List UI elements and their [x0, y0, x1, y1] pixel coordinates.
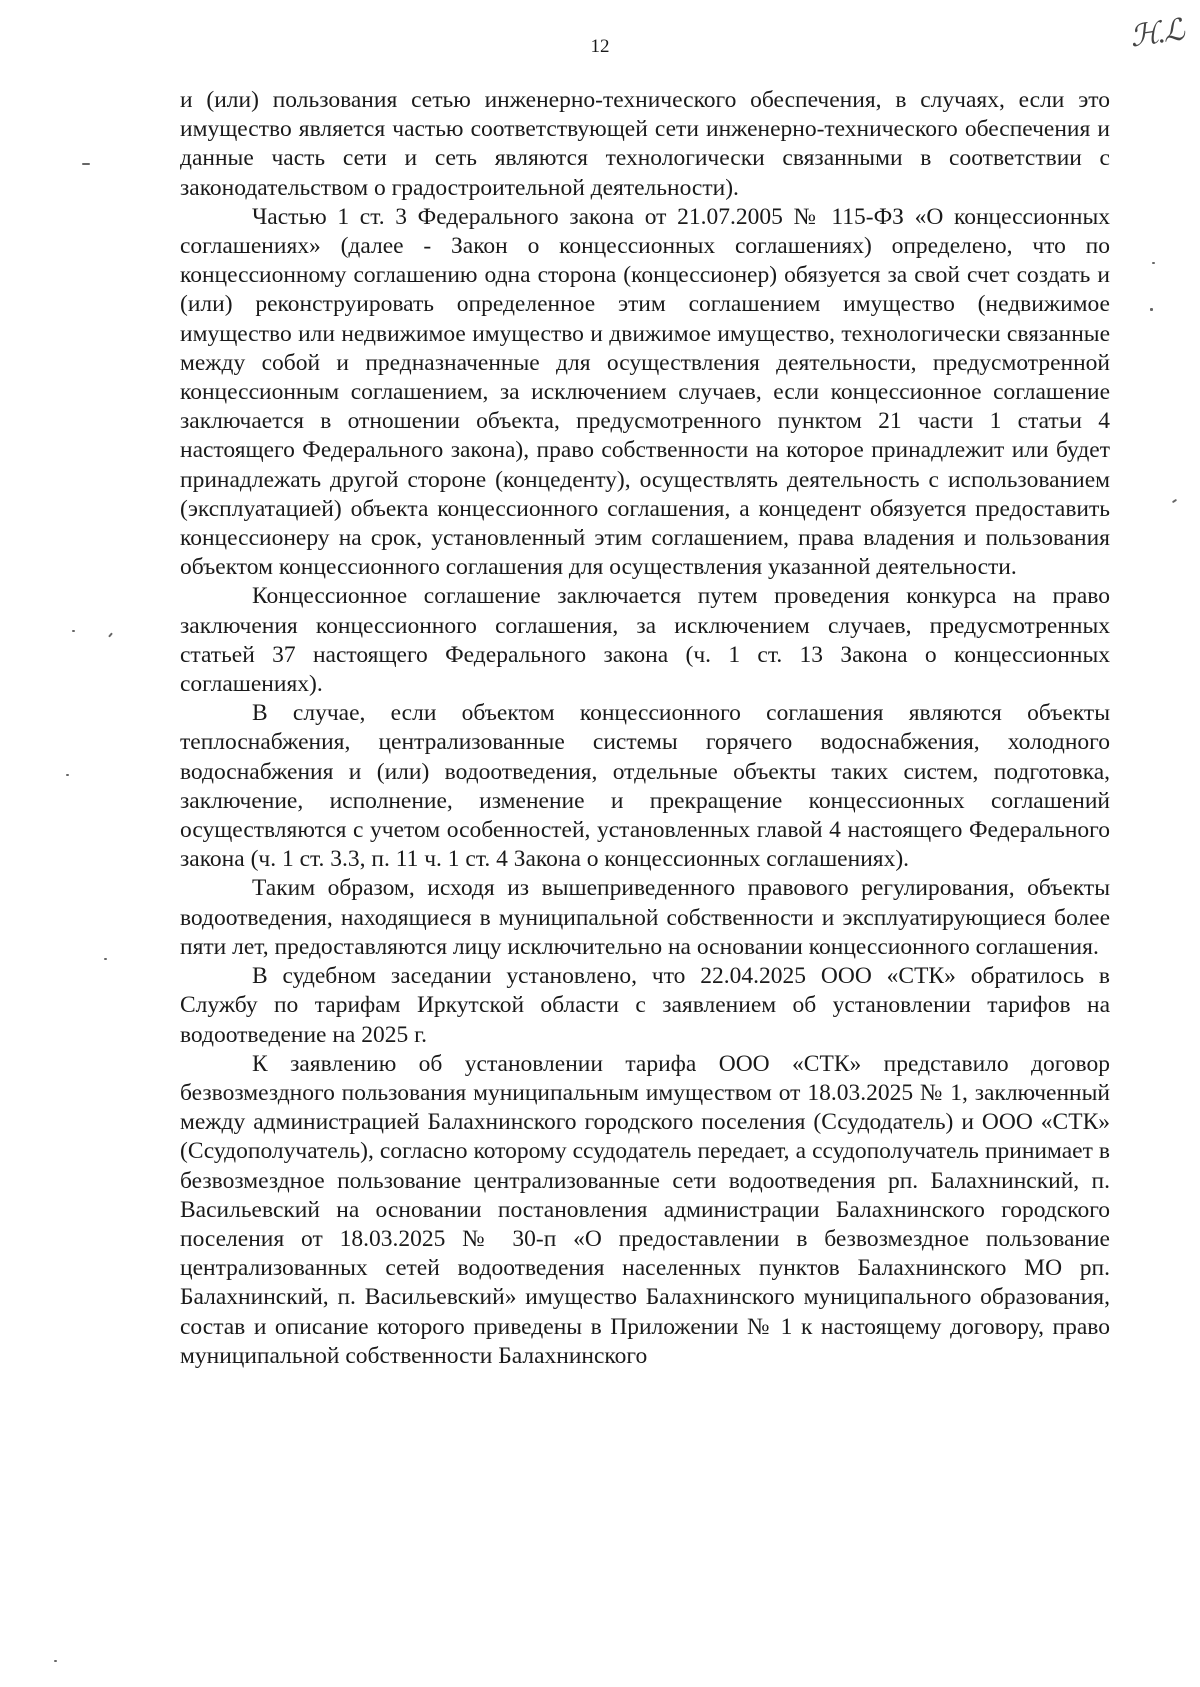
- handwritten-page-mark: ℋ.ℒ: [1127, 13, 1185, 54]
- scan-speck: [104, 958, 107, 960]
- page-number: 12: [590, 36, 610, 57]
- paragraph-special-objects: В случае, если объектом концессионного соглашения являются объекты теплоснабжения, централизованные системы горячего водоснабжения, холодного водоснабжения и (или) водоотведения, отдельные объекты таких систем, подготовка, заключение, исполнение, изменение и прекращение концессионных соглашений осуществляются с учетом особенностей, установленных главой 4 настоящего Федерального закона (ч. 1 ст. 3.3, п. 11 ч. 1 ст. 4 Закона о концессионных соглашениях).: [180, 700, 1110, 873]
- scan-speck: [72, 630, 75, 632]
- paragraph-tender-requirement: Концессионное соглашение заключается путем проведения конкурса на право заключения концессионного соглашения, за исключением случаев, предусмотренных статьей 37 настоящего Федерального закона (ч. 1 ст. 13 Закона о концессионных соглашениях).: [180, 583, 1110, 698]
- scan-speck: [1150, 308, 1153, 311]
- document-body: [180, 86, 1110, 1371]
- paragraph-concession-definition: Частью 1 ст. 3 Федерального закона от 21.07.2005 № 115-ФЗ «О концессионных соглашениях» (далее - Закон о концессионных соглашениях) определено, что по концессионному соглашению одна сторона (концессионер) обязуется за свой счет создать и (или) реконструировать определенное этим соглашением имущество (недвижимое имущество или недвижимое имущество и движимое имущество, технологически связанные между собой и предназначенные для осуществления деятельности, предусмотренной концессионным соглашением, за исключением случаев, если концессионное соглашение заключается в отношении объекта, предусмотренного пунктом 21 части 1 статьи 4 настоящего Федерального закона), право собственности на которое принадлежит или будет принадлежать другой стороне (концеденту), осуществлять деятельность с использованием (эксплуатацией) объекта концессионного соглашения, а концедент обязуется предоставить концессионеру на срок, установленный этим соглашением, права владения и пользования объектом концессионного соглашения для осуществления указанной деятельности.: [180, 203, 1110, 581]
- scan-speck: [1152, 262, 1155, 264]
- paragraph-continuation: и (или) пользования сетью инженерно-технического обеспечения, в случаях, если это имущество является частью соответствующей сети инженерно-технического обеспечения и данные часть сети и сеть являются технологически связанными в соответствии с законодательством о градостроительной деятельности).: [180, 87, 1110, 201]
- paragraph-conclusion: Таким образом, исходя из вышеприведенного правового регулирования, объекты водоотведения, находящиеся в муниципальной собственности и эксплуатирующиеся более пяти лет, предоставляются лицу исключительно на основании концессионного соглашения.: [180, 875, 1110, 960]
- scan-speck: [66, 774, 69, 776]
- scan-speck: [108, 632, 113, 637]
- paragraph-loan-agreement: К заявлению об установлении тарифа ООО «СТК» представило договор безвозмездного пользования муниципальным имуществом от 18.03.2025 № 1, заключенный между администрацией Балахнинского городского поселения (Ссудодатель) и ООО «СТК» (Ссудополучатель), согласно которому ссудодатель передает, а ссудополучатель принимает в безвозмездное пользование централизованные сети водоотведения рп. Балахнинский, п. Васильевский на основании постановления администрации Балахнинского городского поселения от 18.03.2025 № 30-п «О предоставлении в безвозмездное пользование централизованных сетей водоотведения населенных пунктов Балахнинского МО рп. Балахнинский, п. Васильевский» имущество Балахнинского муниципального образования, состав и описание которого приведены в Приложении № 1 к настоящему договору, право муниципальной собственности Балахнинского: [180, 1050, 1110, 1369]
- scan-speck: [82, 163, 90, 165]
- paragraph-court-finding: В судебном заседании установлено, что 22.04.2025 ООО «СТК» обратилось в Службу по тарифам Иркутской области с заявлением об установлении тарифов на водоотведение на 2025 г.: [180, 963, 1110, 1048]
- scan-speck: [54, 1660, 57, 1662]
- scan-speck: [1172, 499, 1177, 504]
